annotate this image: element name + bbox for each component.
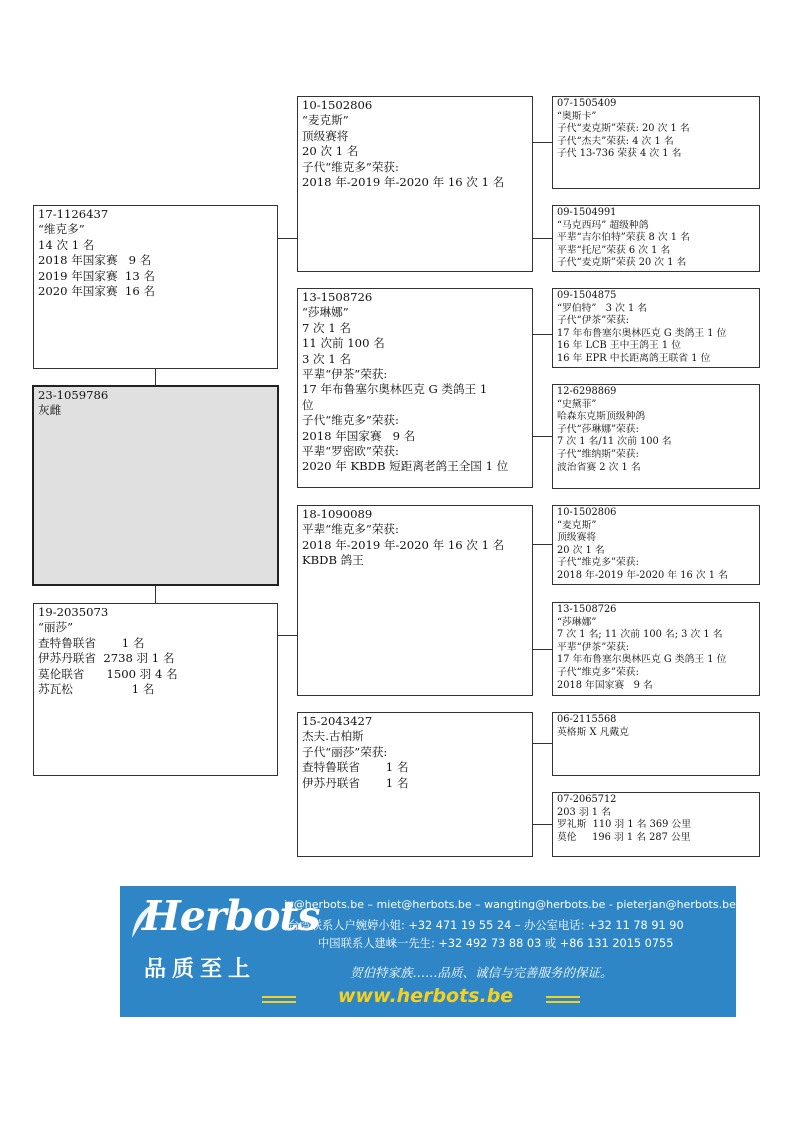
pedigree-line: 莫伦联省 1500 羽 4 名	[38, 666, 178, 681]
pedigree-line: 19-2035073	[38, 605, 109, 619]
pedigree-line: 子代“维克多”荣获:	[557, 557, 639, 569]
pedigree-line: 12-6298869	[557, 386, 617, 397]
pedigree-line: 18-1090089	[302, 507, 373, 521]
pedigree-line: 17-1126437	[38, 207, 109, 221]
pedigree-line: 平辈“托尼”荣获 6 次 1 名	[557, 244, 671, 256]
pedigree-line: 杰夫.古柏斯	[302, 729, 364, 744]
pedigree-line: 23-1059786	[38, 388, 109, 402]
pedigree-line: 子代“麦克斯”荣获 20 次 1 名	[557, 257, 687, 269]
connector	[533, 142, 552, 143]
pedigree-line: 2019 年国家赛 13 名	[38, 268, 155, 283]
pedigree-line: 20 次 1 名	[302, 144, 359, 159]
connector	[533, 649, 552, 650]
pedigree-line: “丽莎”	[38, 620, 74, 635]
pedigree-line: “莎琳娜”	[302, 305, 349, 320]
pedigree-line: 子代“维纳斯”荣获:	[557, 448, 639, 460]
connector	[533, 334, 552, 335]
connector	[155, 586, 156, 603]
dam-dam-box	[297, 712, 533, 857]
pedigree-line: 16 年 EPR 中长距离鸽王联省 1 位	[557, 352, 711, 364]
pedigree-line: 203 羽 1 名	[557, 806, 611, 818]
pedigree-line: 波治省赛 2 次 1 名	[557, 461, 641, 473]
connector	[278, 238, 297, 239]
pedigree-line: 7 次 1 名; 11 次前 100 名; 3 次 1 名	[557, 629, 723, 641]
pedigree-line: 17 年布鲁塞尔奥林匹克 G 类鸽王 1 位	[557, 654, 727, 666]
pedigree-line: 11 次前 100 名	[302, 336, 385, 351]
pedigree-line: “史黛菲”	[557, 398, 597, 410]
pedigree-line: 位	[302, 397, 314, 412]
pedigree-line: 英格斯 X 凡戴克	[557, 726, 629, 738]
pedigree-line: 17 年布鲁塞尔奥林匹克 G 类鸽王 1 位	[557, 327, 727, 339]
pedigree-line: 16 年 LCB 王中王鸽王 1 位	[557, 340, 682, 352]
pedigree-line: 顶级赛将	[557, 532, 597, 544]
pedigree-line: 2020 年 KBDB 短距离老鸽王全国 1 位	[302, 459, 509, 474]
pedigree-line: 平辈“伊茶”荣获:	[302, 367, 388, 382]
pedigree-line: 06-2115568	[557, 714, 617, 725]
tagline: 贺伯特家族……品质、诚信与完善服务的保证。	[350, 965, 613, 980]
ggp-box-6	[552, 602, 760, 696]
decor-line-left	[262, 1001, 296, 1003]
pedigree-line: 子代“维克多”荣获:	[302, 159, 399, 174]
pedigree-line: 10-1502806	[557, 507, 617, 518]
pedigree-line: 子代“维克多”荣获:	[302, 413, 399, 428]
pedigree-line: 2018 年国家赛 9 名	[302, 428, 416, 443]
connector	[533, 824, 552, 825]
connector	[533, 238, 552, 239]
pedigree-line: 伊苏丹联省 1 名	[302, 775, 409, 790]
ggp-box-3	[552, 288, 760, 368]
pedigree-line: 莫伦 196 羽 1 名 287 公里	[557, 831, 691, 843]
herbots-banner	[120, 886, 736, 1017]
pedigree-line: “麦克斯”	[302, 113, 349, 128]
china-contact: 中国联系人建崃一先生: +32 492 73 88 03 或 +86 131 2015 0755	[318, 937, 674, 950]
pedigree-line: 2018 年-2019 年-2020 年 16 次 1 名	[302, 537, 505, 552]
decor-line-right	[546, 1001, 580, 1003]
pedigree-line: 2018 年国家赛 9 名	[38, 253, 152, 268]
pedigree-line: “马克西玛” 超级种鸽	[557, 219, 649, 231]
sire-box	[33, 205, 278, 369]
ggp-box-2	[552, 205, 760, 272]
pedigree-line: 7 次 1 名/11 次前 100 名	[557, 436, 672, 448]
connector	[533, 743, 552, 744]
pedigree-line: 13-1508726	[557, 604, 617, 615]
pedigree-line: 查特鲁联省 1 名	[302, 760, 409, 775]
pedigree-line: 2020 年国家赛 16 名	[38, 284, 155, 299]
pedigree-line: 09-1504991	[557, 207, 617, 218]
pedigree-line: 2018 年-2019 年-2020 年 16 次 1 名	[557, 569, 728, 581]
dam-sire-box	[297, 505, 533, 696]
email-contacts[interactable]: jo@herbots.be – miet@herbots.be – wangting@herbots.be - pieterjan@herbots.be	[284, 898, 736, 911]
pedigree-line: “罗伯特” 3 次 1 名	[557, 302, 648, 314]
pedigree-line: 07-2065712	[557, 794, 617, 805]
pedigree-line: 平辈“吉尔伯特”荣获 8 次 1 名	[557, 232, 690, 244]
dam-box	[33, 603, 278, 776]
pedigree-line: 子代“麦克斯”荣获: 20 次 1 名	[557, 123, 690, 135]
pedigree-line: “莎琳娜”	[557, 616, 597, 628]
pedigree-line: “奥斯卡”	[557, 110, 597, 122]
connector	[155, 369, 156, 385]
website-link[interactable]: www.herbots.be	[338, 985, 514, 1007]
ggp-box-4	[552, 384, 760, 489]
pedigree-line: 13-1508726	[302, 290, 373, 304]
pedigree-line: 07-1505409	[557, 98, 617, 109]
pedigree-line: 3 次 1 名	[302, 351, 351, 366]
pedigree-line: 20 次 1 名	[557, 544, 605, 556]
pedigree-line: 伊苏丹联省 2738 羽 1 名	[38, 651, 175, 666]
pedigree-line: 2018 年-2019 年-2020 年 16 次 1 名	[302, 175, 505, 190]
slogan: 品质至上	[144, 956, 257, 982]
pedigree-line: 平辈“伊茶”荣获:	[557, 641, 630, 653]
taiwan-contact: 台湾联系人户婉婷小姐: +32 471 19 55 24 – 办公室电话: +32 11 78 91 90	[288, 919, 684, 932]
ggp-box-7	[552, 712, 760, 776]
pedigree-line: 子代“莎琳娜”荣获:	[557, 423, 639, 435]
pedigree-line: 苏瓦松 1 名	[38, 682, 155, 697]
pedigree-line: 14 次 1 名	[38, 237, 95, 252]
pedigree-line: 15-2043427	[302, 714, 373, 728]
connector	[533, 544, 552, 545]
pedigree-line: 7 次 1 名	[302, 320, 351, 335]
pedigree-line: 子代“维克多”荣获:	[557, 666, 639, 678]
ggp-box-1	[552, 96, 760, 189]
pedigree-line: 罗礼斯 110 羽 1 名 369 公里	[557, 819, 692, 831]
pedigree-line: 子代 13-736 荣获 4 次 1 名	[557, 148, 682, 160]
pedigree-line: “麦克斯”	[557, 519, 597, 531]
pedigree-line: 09-1504875	[557, 290, 617, 301]
pedigree-line: KBDB 鸽王	[302, 553, 364, 568]
herbots-logo: Herbots	[142, 892, 320, 940]
connector	[278, 635, 297, 636]
pedigree-line: 子代“伊茶”荣获:	[557, 315, 630, 327]
sire-sire-box	[297, 96, 533, 272]
pedigree-line: 哈森东克斯顶级种鸽	[557, 411, 646, 423]
pedigree-line: “维克多”	[38, 222, 85, 237]
pedigree-line: 灰雌	[38, 403, 62, 418]
pedigree-line: 17 年布鲁塞尔奥林匹克 G 类鸽王 1	[302, 382, 488, 397]
pedigree-line: 2018 年国家赛 9 名	[557, 679, 653, 691]
ggp-box-8	[552, 792, 760, 857]
subject-box	[32, 385, 279, 586]
pedigree-line: 10-1502806	[302, 98, 373, 112]
connector	[533, 436, 552, 437]
pedigree-line: 查特鲁联省 1 名	[38, 635, 145, 650]
pedigree-line: 平辈“维克多”荣获:	[302, 522, 399, 537]
pedigree-line: 顶级赛将	[302, 128, 349, 143]
pedigree-line: 子代“丽莎”荣获:	[302, 744, 388, 759]
pedigree-line: 子代“杰夫”荣获: 4 次 1 名	[557, 135, 674, 147]
decor-line-right	[546, 996, 580, 998]
ggp-box-5	[552, 505, 760, 585]
sire-dam-box	[297, 288, 533, 488]
decor-line-left	[262, 996, 296, 998]
pedigree-line: 平辈“罗密欧”荣获:	[302, 444, 399, 459]
